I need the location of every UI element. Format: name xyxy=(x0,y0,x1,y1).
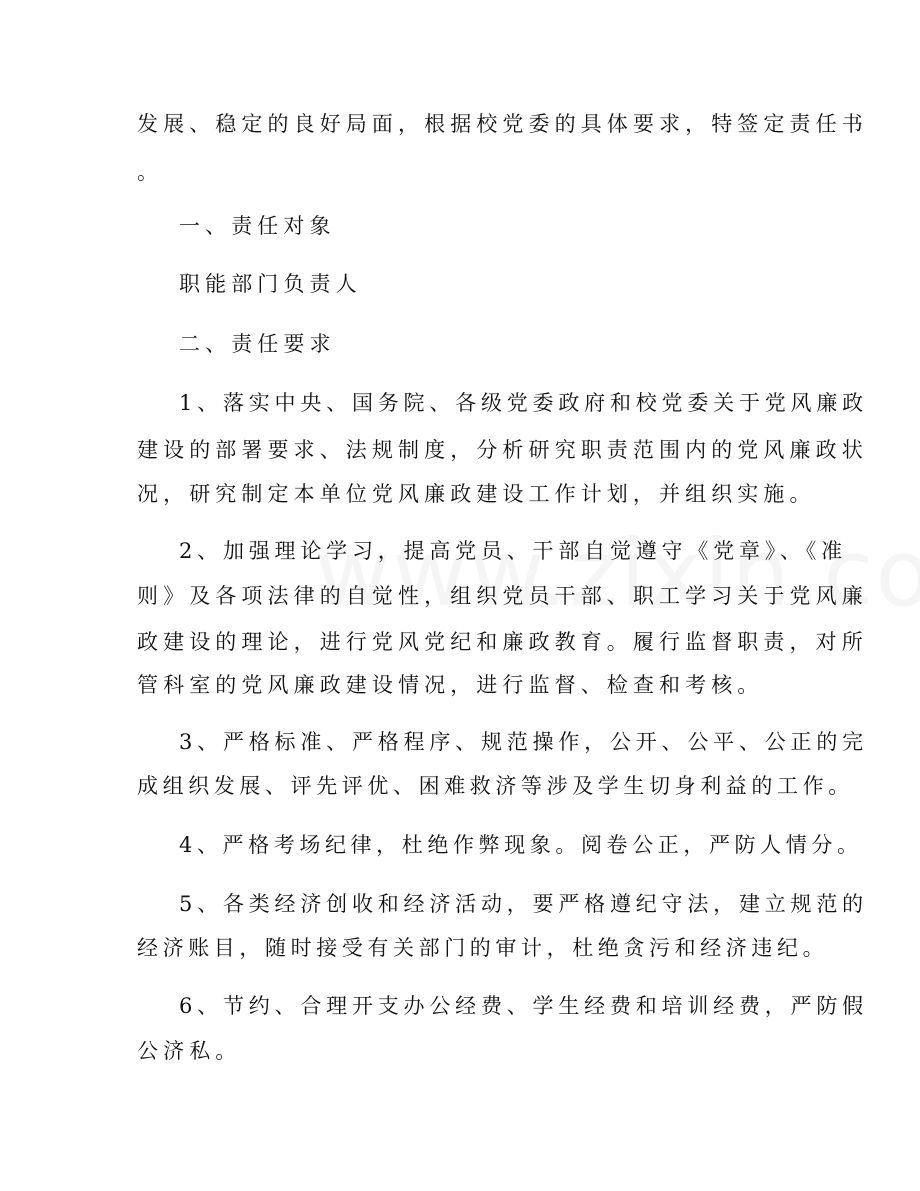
paragraph-line: 则》及各项法律的自觉性，组织党员干部、职工学习关于党风廉 xyxy=(137,584,868,608)
paragraph-line: 发展、稳定的良好局面，根据校党委的具体要求，特签定责任书 xyxy=(137,112,868,136)
paragraph-line: 3、严格标准、严格程序、规范操作，公开、公平、公正的完 xyxy=(179,730,868,754)
paragraph-line: 管科室的党风廉政建设情况，进行监督、检查和考核。 xyxy=(137,673,764,697)
paragraph-line: 2、加强理论学习，提高党员、干部自觉遵守《党章》、《准 xyxy=(179,539,847,563)
paragraph-line: 况，研究制定本单位党风廉政建设工作计划，并组织实施。 xyxy=(137,482,816,506)
paragraph-line: 1、落实中央、国务院、各级党委政府和校党委关于党风廉政 xyxy=(179,391,868,415)
paragraph-line: 。 xyxy=(137,160,164,184)
paragraph-line: 建设的部署要求、法规制度，分析研究职责范围内的党风廉政状 xyxy=(137,438,868,462)
paragraph-line: 政建设的理论，进行党风党纪和廉政教育。履行监督职责，对所 xyxy=(137,630,868,654)
paragraph-line: 经济账目，随时接受有关部门的审计，杜绝贪污和经济违纪。 xyxy=(137,936,829,960)
paragraph-line: 6、节约、合理开支办公经费、学生经费和培训经费，严防假 xyxy=(179,994,868,1018)
paragraph-line: 公济私。 xyxy=(137,1039,242,1063)
paragraph-line: 4、严格考场纪律，杜绝作弊现象。阅卷公正，严防人情分。 xyxy=(179,833,863,857)
paragraph-line: 成组织发展、评先评优、困难救济等涉及学生切身利益的工作。 xyxy=(137,774,854,798)
paragraph-line: 5、各类经济创收和经济活动，要严格遵纪守法，建立规范的 xyxy=(179,892,868,916)
section-heading-2: 二、责任要求 xyxy=(179,332,336,356)
section-heading-1: 一、责任对象 xyxy=(179,214,336,238)
responsibility-target: 职能部门负责人 xyxy=(179,272,362,296)
